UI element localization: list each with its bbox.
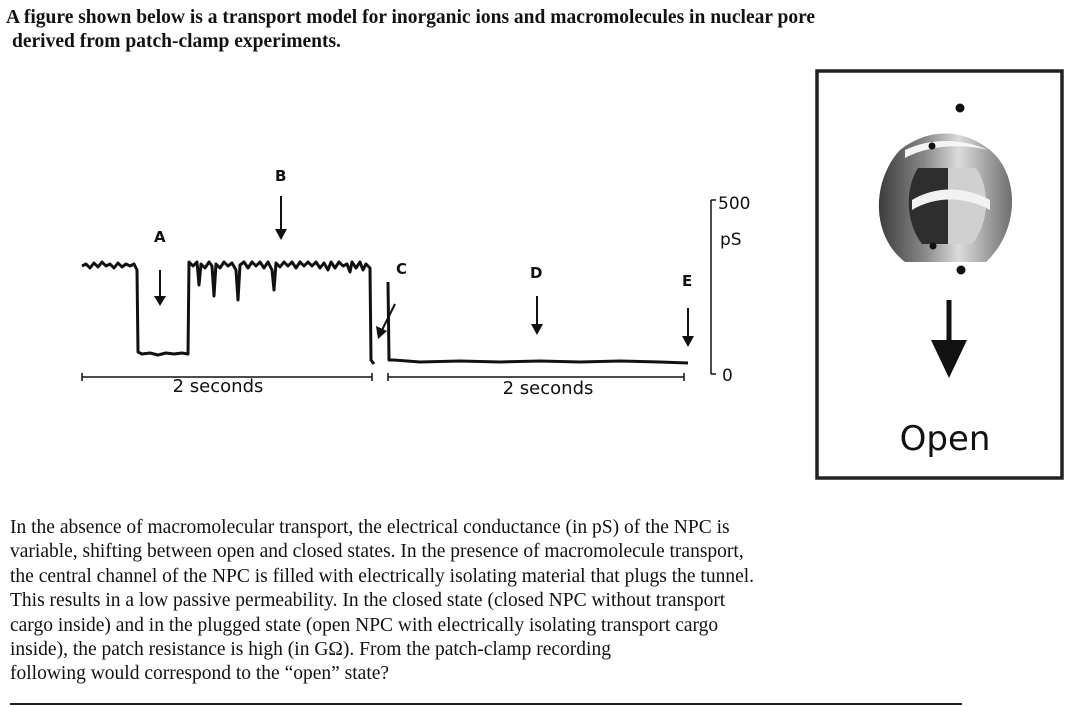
paragraph-line-1: In the absence of macromolecular transport, the electrical conductance (in pS) of the NPC is: [10, 517, 730, 538]
arrow-label-b: B: [275, 167, 287, 185]
paragraph-line-7: following would correspond to the “open” state?: [10, 663, 390, 685]
pore-model-panel: [817, 71, 1062, 478]
arrow-d: [530, 264, 543, 335]
paragraph-line-4: This results in a low passive permeability. In the closed state (closed NPC without transport: [10, 590, 726, 612]
time-scale-left-label: 2 seconds: [172, 376, 264, 397]
conductance-scale-unit: pS: [720, 230, 742, 250]
paragraph-line-5: cargo inside) and in the plugged state (open NPC with electrically isolating transport cargo: [10, 614, 719, 636]
arrow-c: [376, 260, 407, 339]
time-scale-left: [82, 373, 372, 397]
current-trace: [82, 262, 688, 364]
arrow-label-c: C: [396, 260, 408, 278]
arrow-a: [154, 228, 166, 306]
intro-line-1: A figure shown below is a transport model for inorganic ions and macromolecules in nuclear pore: [6, 7, 816, 28]
time-scale-right-label: 2 seconds: [502, 378, 594, 399]
paragraph-line-3: the central channel of the NPC is filled with electrically isolating material that plugs the tunnel.: [10, 565, 755, 587]
time-scale-right: [388, 373, 684, 399]
paragraph-line-2: variable, shifting between open and closed states. In the presence of macromolecule transport,: [10, 541, 744, 563]
question-paragraph: [10, 516, 1070, 687]
paragraph-line-6: inside), the patch resistance is high (in GΩ). From the patch-clamp recording: [10, 639, 611, 661]
conductance-scale-top: 500: [718, 194, 751, 214]
arrow-label-d: D: [530, 264, 543, 282]
conductance-scale: [711, 194, 750, 386]
model-state-label: Open: [899, 419, 991, 459]
patch-clamp-figure: [0, 60, 1080, 500]
intro-text: [6, 6, 1066, 54]
intro-line-2: derived from patch-clamp experiments.: [12, 31, 341, 52]
arrow-b: [275, 167, 287, 240]
bottom-rule: [10, 703, 962, 705]
arrow-e: [682, 272, 694, 347]
conductance-scale-zero: 0: [722, 366, 733, 386]
arrow-label-a: A: [154, 228, 166, 246]
arrow-label-e: E: [682, 272, 693, 290]
